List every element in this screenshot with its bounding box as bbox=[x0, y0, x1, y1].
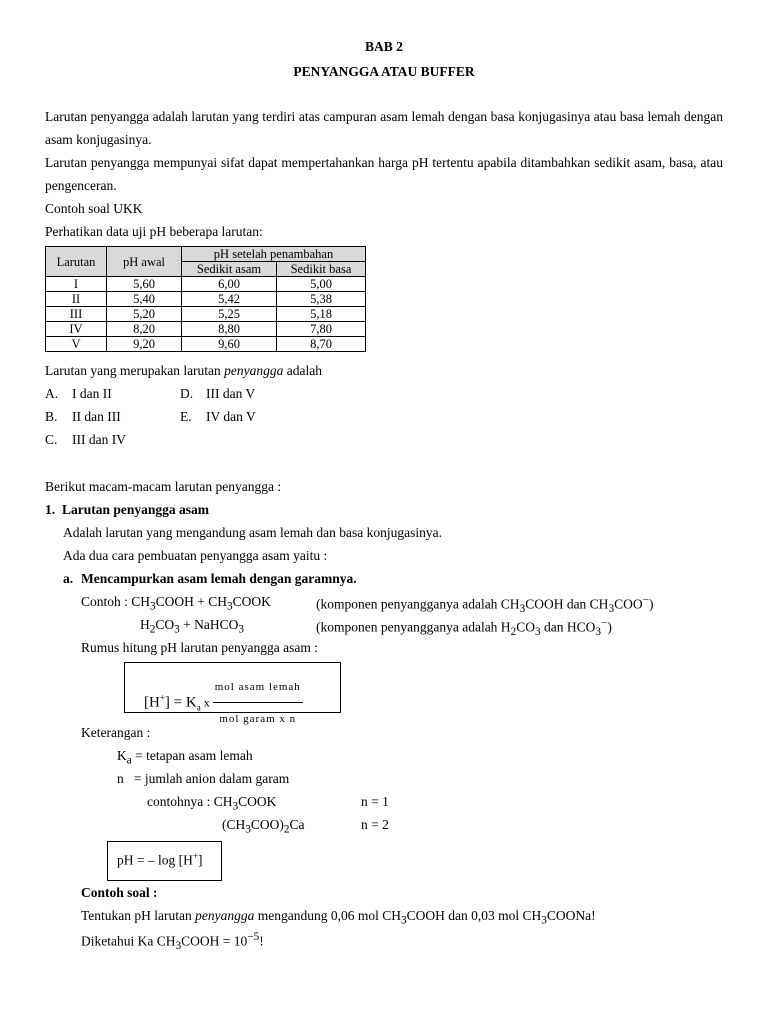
subscript: 3 bbox=[245, 823, 251, 836]
subscript: 2 bbox=[149, 623, 156, 636]
formula-text: H bbox=[140, 617, 150, 632]
formula-text: COOH dan 0,03 mol CH bbox=[406, 908, 542, 923]
formula-text: mengandung 0,06 mol CH bbox=[254, 908, 402, 923]
option-text: I dan II bbox=[72, 386, 112, 401]
superscript: −5 bbox=[247, 931, 260, 943]
example-component-2 bbox=[316, 618, 612, 638]
formula-text: (komponen penyangganya adalah H bbox=[316, 619, 511, 635]
option-a[interactable] bbox=[45, 386, 112, 401]
superscript: + bbox=[159, 692, 165, 703]
formula-text: = tetapan asam lemah bbox=[131, 748, 253, 763]
option-e[interactable] bbox=[180, 409, 256, 424]
table-row bbox=[46, 277, 366, 292]
formula-text: K bbox=[117, 748, 127, 763]
formula-text: COONa! bbox=[546, 908, 596, 923]
intro-paragraph-2: Larutan penyangga mempunyai sifat dapat mempertahankan harga pH tertentu apabila ditambahkan sedikit asam, basa, atau pengenceran. bbox=[45, 155, 723, 193]
table-cell: IV bbox=[46, 322, 107, 337]
subsection-heading bbox=[63, 571, 357, 586]
formula-text: Ca bbox=[289, 817, 305, 832]
formula-text: ) bbox=[648, 596, 654, 612]
subscript: 3 bbox=[541, 914, 547, 927]
table-cell: I bbox=[46, 277, 107, 292]
formula-text: dan HCO bbox=[540, 619, 596, 635]
formula-text: COOH = 10 bbox=[181, 933, 248, 949]
keterangan-label: Keterangan : bbox=[81, 725, 151, 740]
fraction-numerator: mol asam lemah bbox=[213, 674, 303, 703]
formula-text: COO) bbox=[250, 817, 284, 832]
table-cell: 5,20 bbox=[107, 307, 182, 322]
table-row bbox=[46, 337, 366, 352]
table-cell: 5,38 bbox=[277, 292, 366, 307]
table-cell: 5,42 bbox=[182, 292, 277, 307]
formula-text: (komponen penyangganya adalah CH bbox=[316, 596, 520, 612]
table-cell: V bbox=[46, 337, 107, 352]
table-row bbox=[46, 322, 366, 337]
formula-text: ) bbox=[607, 619, 612, 635]
option-letter: C. bbox=[45, 432, 58, 447]
buffer-acid-formula bbox=[144, 674, 303, 732]
subscript: 3 bbox=[238, 623, 244, 636]
table-cell: 8,20 bbox=[107, 322, 182, 337]
subscript: 3 bbox=[232, 800, 239, 813]
formula-text: Tentukan pH larutan bbox=[81, 908, 196, 923]
formula-text: COOK bbox=[232, 594, 271, 609]
formula-text: CO bbox=[516, 619, 535, 635]
table-row bbox=[46, 307, 366, 322]
superscript: − bbox=[600, 617, 608, 629]
option-b[interactable] bbox=[45, 409, 121, 424]
contoh-soal-line-2 bbox=[81, 932, 264, 952]
formula-fraction bbox=[213, 674, 303, 732]
subscript: 3 bbox=[401, 914, 407, 927]
formula-text: CH bbox=[131, 594, 151, 609]
formula-text: CO bbox=[155, 617, 175, 632]
formula-text: Diketahui Ka CH bbox=[81, 933, 176, 949]
formula-text: COOH dan CH bbox=[525, 596, 609, 612]
formula-text: + NaHCO bbox=[179, 617, 239, 632]
fraction-denominator: mol garam x n bbox=[219, 713, 297, 725]
subscript: 3 bbox=[227, 600, 233, 613]
option-d[interactable] bbox=[180, 386, 256, 401]
subscript: 2 bbox=[283, 823, 290, 836]
example-line-2 bbox=[140, 618, 244, 636]
table-cell: 8,70 bbox=[277, 337, 366, 352]
formula-text: COOK bbox=[238, 794, 277, 809]
table-cell: 5,60 bbox=[107, 277, 182, 292]
table-cell: 6,00 bbox=[182, 277, 277, 292]
subscript: a bbox=[126, 754, 132, 767]
example-component-1 bbox=[316, 595, 653, 615]
intro-paragraph-1: Larutan penyangga adalah larutan yang terdiri atas campuran asam lemah dengan basa konjugasinya atau basa lemah dengan asam konjugasinya. bbox=[45, 109, 723, 147]
formula-text: ] = K bbox=[164, 694, 197, 711]
table-cell: 5,25 bbox=[182, 307, 277, 322]
section-ways: Ada dua cara pembuatan penyangga asam yaitu : bbox=[63, 548, 328, 563]
contoh-soal-label: Contoh soal : bbox=[81, 885, 158, 900]
table-cell: II bbox=[46, 292, 107, 307]
formula-label: Rumus hitung pH larutan penyangga asam : bbox=[81, 640, 318, 655]
header-ph-awal: pH awal bbox=[107, 247, 182, 277]
buffer-acid-formula-box bbox=[124, 662, 341, 725]
header-ph-setelah: pH setelah penambahan bbox=[182, 247, 366, 262]
chapter-title: PENYANGGA ATAU BUFFER bbox=[293, 64, 475, 79]
contoh-soal-line-1 bbox=[81, 909, 596, 927]
subscript: 3 bbox=[608, 603, 615, 616]
question-post: adalah bbox=[283, 363, 323, 378]
n-example-2 bbox=[222, 818, 305, 836]
table-row bbox=[46, 292, 366, 307]
formula-text: [H bbox=[144, 694, 160, 711]
n-example-2-value: n = 2 bbox=[361, 817, 389, 832]
table-cell: 7,80 bbox=[277, 322, 366, 337]
option-letter: D. bbox=[180, 386, 194, 401]
superscript: + bbox=[192, 851, 198, 861]
n-example-1-value: n = 1 bbox=[361, 794, 389, 809]
subscript: 3 bbox=[519, 603, 526, 616]
formula-text: COO bbox=[614, 596, 643, 612]
example-line-1 bbox=[81, 595, 271, 613]
table-cell: III bbox=[46, 307, 107, 322]
header-sedikit-basa: Sedikit basa bbox=[277, 262, 366, 277]
section-definition: Adalah larutan yang mengandung asam lemah dan basa konjugasinya. bbox=[63, 525, 443, 540]
subsection-letter: a. bbox=[63, 571, 74, 586]
section-intro: Berikut macam-macam larutan penyangga : bbox=[45, 479, 282, 494]
section-title: Larutan penyangga asam bbox=[62, 502, 210, 517]
question-text bbox=[45, 364, 322, 378]
formula-text: (CH bbox=[222, 817, 246, 832]
option-text: II dan III bbox=[72, 409, 121, 424]
table-cell: 5,18 bbox=[277, 307, 366, 322]
option-text: III dan IV bbox=[72, 432, 126, 447]
question-pre: Larutan yang merupakan larutan bbox=[45, 363, 225, 378]
table-cell: 5,00 bbox=[277, 277, 366, 292]
header-sedikit-asam: Sedikit asam bbox=[182, 262, 277, 277]
example-heading: Contoh soal UKK bbox=[45, 201, 143, 216]
formula-text: ! bbox=[259, 933, 264, 949]
table-cell: 9,60 bbox=[182, 337, 277, 352]
subscript: 2 bbox=[510, 626, 517, 639]
formula-text: x bbox=[200, 695, 213, 710]
option-letter: B. bbox=[45, 409, 58, 424]
formula-text: ] bbox=[197, 852, 203, 868]
n-example-1 bbox=[147, 795, 276, 813]
example-label: Contoh : bbox=[81, 594, 128, 609]
formula-text: contohnya : CH bbox=[147, 794, 233, 809]
formula-text: pH = – log [H bbox=[117, 852, 193, 868]
option-c[interactable] bbox=[45, 432, 126, 447]
ph-data-table bbox=[45, 246, 366, 352]
subscript: 3 bbox=[534, 626, 541, 639]
option-letter: A. bbox=[45, 386, 59, 401]
formula-text: COOH + CH bbox=[155, 594, 228, 609]
subscript: 3 bbox=[175, 940, 182, 953]
option-text: III dan V bbox=[206, 386, 256, 401]
table-cell: 8,80 bbox=[182, 322, 277, 337]
subscript: a bbox=[196, 702, 201, 713]
subscript: 3 bbox=[174, 623, 180, 636]
superscript: − bbox=[642, 594, 649, 606]
option-text: IV dan V bbox=[206, 409, 256, 424]
header-larutan: Larutan bbox=[46, 247, 107, 277]
table-cell: 9,20 bbox=[107, 337, 182, 352]
italic-text: penyangga bbox=[195, 908, 255, 923]
section-number: 1. bbox=[45, 502, 56, 517]
ph-formula bbox=[117, 852, 202, 867]
subsection-title: Mencampurkan asam lemah dengan garamnya. bbox=[81, 571, 357, 586]
section-heading bbox=[45, 502, 210, 517]
subscript: 3 bbox=[595, 626, 601, 639]
n-definition: n = jumlah anion dalam garam bbox=[117, 771, 290, 786]
ph-formula-box bbox=[107, 841, 222, 881]
subscript: 3 bbox=[150, 600, 156, 613]
option-letter: E. bbox=[180, 409, 192, 424]
table-cell: 5,40 bbox=[107, 292, 182, 307]
ka-definition bbox=[117, 749, 253, 767]
table-intro: Perhatikan data uji pH beberapa larutan: bbox=[45, 224, 263, 239]
question-italic: penyangga bbox=[224, 363, 284, 378]
chapter-label: BAB 2 bbox=[365, 39, 403, 54]
